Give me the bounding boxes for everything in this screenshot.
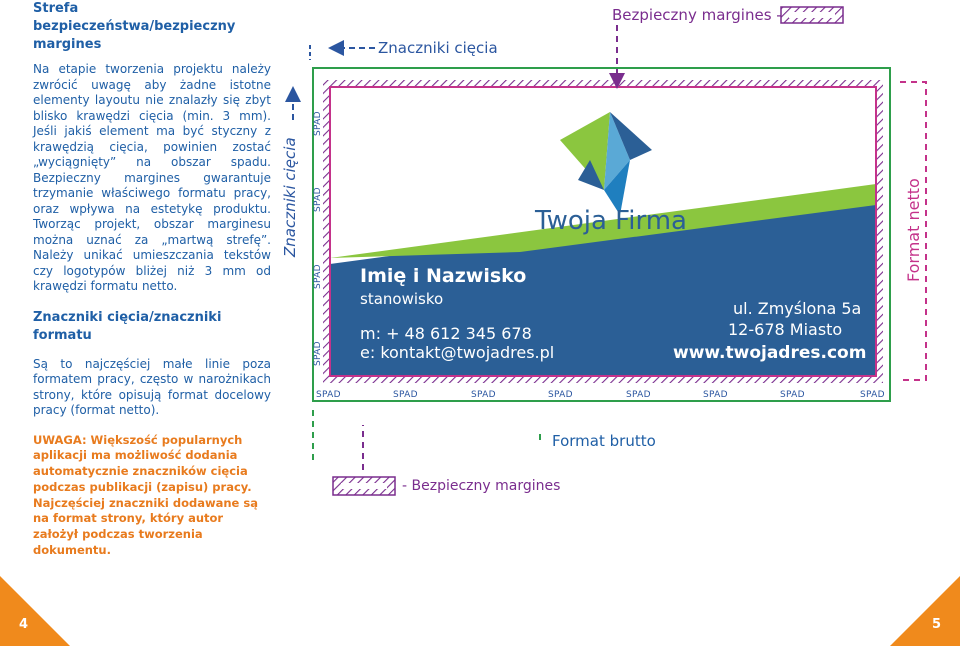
card-web: www.twojadres.com	[673, 343, 867, 363]
card-phone: m: + 48 612 345 678	[360, 324, 532, 343]
page-number-left: 4	[19, 617, 29, 632]
spad-label: SPAD	[471, 390, 496, 400]
heading-safe-zone: Strefa bezpieczeństwa/bezpieczny margines	[33, 1, 236, 52]
card-street: ul. Zmyślona 5a	[733, 299, 862, 318]
page-corner-right	[890, 576, 960, 646]
card-name: Imię i Nazwisko	[360, 265, 527, 287]
label-safe-margin-bottom: - Bezpieczny margines	[402, 478, 561, 494]
label-safe-margin-top: Bezpieczny margines -	[612, 6, 782, 24]
warning-note: UWAGA: Większość popularnych aplikacji ma możliwość dodania automatycznie znaczników cięcia podczas publikacji (zapisu) pracy. Najczęściej znaczniki dodawane są na format strony, który autor założył podczas tworzenia dokumentu.	[33, 432, 258, 558]
spad-label: SPAD	[316, 390, 341, 400]
page-corner-left	[0, 576, 70, 646]
label-cut-marks-side: Znaczniki cięcia	[281, 137, 299, 257]
label-format-brutto: Format brutto	[552, 432, 656, 450]
spad-label: SPAD	[780, 390, 805, 400]
card-city: 12-678 Miasto	[728, 320, 843, 339]
spad-label: SPAD	[626, 390, 651, 400]
card-company: Twoja Firma	[535, 206, 687, 236]
spad-label: SPAD	[393, 390, 418, 400]
card-email: e: kontakt@twojadres.pl	[360, 343, 555, 362]
heading-cut-marks: Znaczniki cięcia/znaczniki formatu	[33, 309, 222, 343]
spad-label: SPAD	[548, 390, 573, 400]
spad-label: SPAD	[703, 390, 728, 400]
label-format-netto: Format netto	[904, 178, 923, 282]
page-number-right: 5	[932, 617, 942, 632]
spad-label: SPAD	[860, 390, 885, 400]
paragraph-cut-marks: Są to najczęściej małe linie poza formatem pracy, często w narożnikach strony, które opisują format docelowy pracy (format netto).	[33, 356, 271, 417]
card-position: stanowisko	[360, 290, 444, 308]
spad-label: SPAD	[313, 187, 323, 212]
label-cut-marks-top: Znaczniki cięcia	[378, 39, 498, 57]
paragraph-safe-zone: Na etapie tworzenia projektu należy zwrócić uwagę aby żadne istotne elementy layoutu nie znalazły się zbyt blisko krawędzi cięcia (min. 3 mm). Jeśli jakiś element ma być styczny z krawędzią cięcia, powinien zostać „wyciągnięty” na obszar spadu. Bezpieczny margines gwarantuje trzymanie właściwego formatu pracy, oraz wpływa na estetykę produktu. Tworząc projekt, obszar marginesu można uznać za „martwą strefę”. Należy unikać umieszczania tekstów czy logotypów bliżej niż 3 mm od krawędzi formatu netto.	[33, 62, 271, 293]
spad-label: SPAD	[313, 264, 323, 289]
spad-label: SPAD	[313, 341, 323, 366]
spad-label: SPAD	[313, 111, 323, 136]
